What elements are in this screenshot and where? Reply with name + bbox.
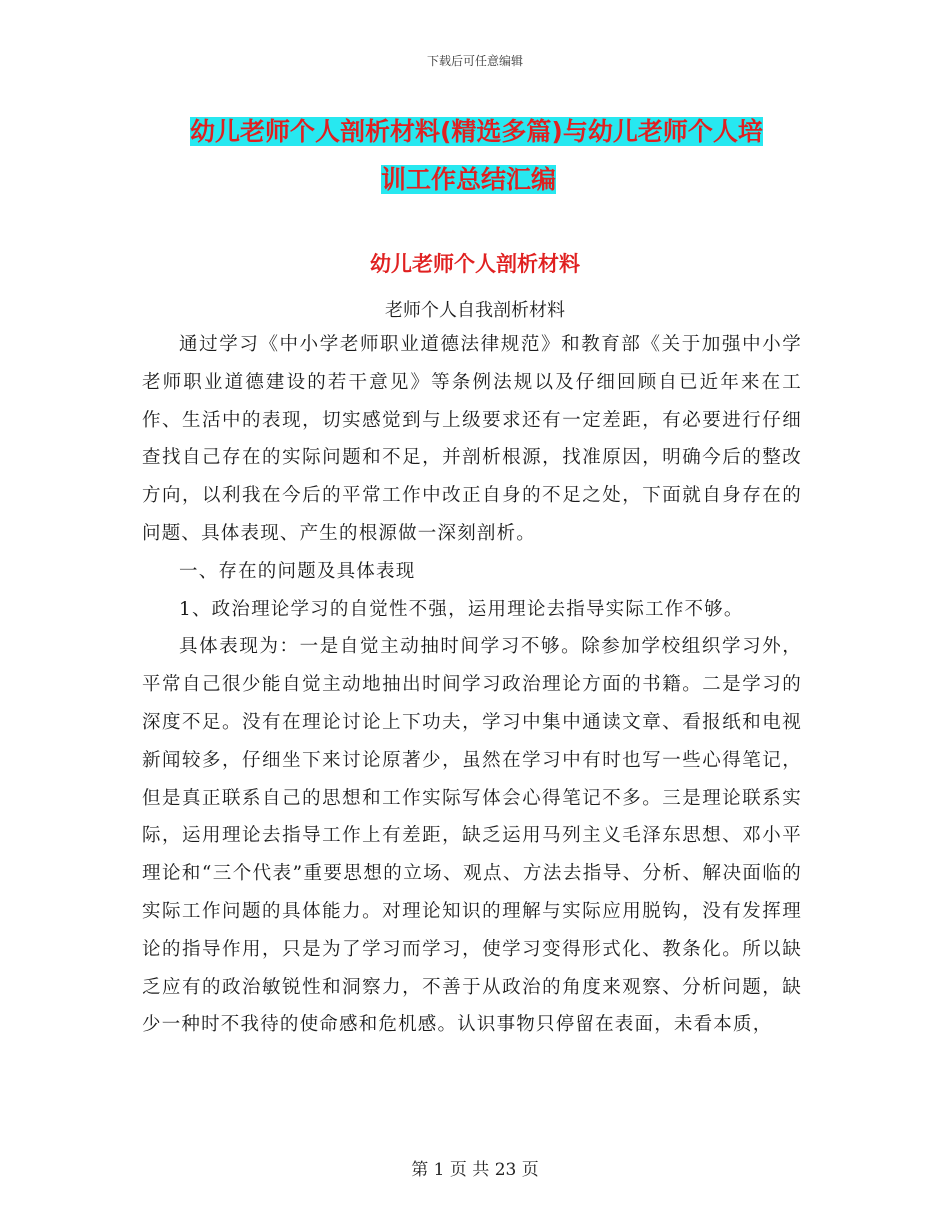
subtitle: 老师个人自我剖析材料 <box>385 300 565 321</box>
document-body <box>142 326 802 1044</box>
document-title-line-1: 幼儿老师个人剖析材料(精选多篇)与幼儿老师个人培 <box>190 117 763 146</box>
document-title <box>190 108 810 204</box>
paragraph-details: 具体表现为：一是自觉主动抽时间学习不够。除参加学校组织学习外，平常自己很少能自觉主动地抽出时间学习政治理论方面的书籍。二是学习的深度不足。没有在理论讨论上下功夫，学习中集中通读文章、看报纸和电视新闻较多，仔细坐下来讨论原著少，虽然在学习中有时也写一些心得笔记，但是真正联系自己的思想和工作实际写体会心得笔记不多。三是理论联系实际，运用理论去指导工作上有差距，缺乏运用马列主义毛泽东思想、邓小平理论和“三个代表”重要思想的立场、观点、方法去指导、分析、解决面临的实际工作问题的具体能力。对理论知识的理解与实际应用脱钩，没有发挥理论的指导作用，只是为了学习而学习，使学习变得形式化、教条化。所以缺乏应有的政治敏锐性和洞察力，不善于从政治的角度来观察、分析问题，缺少一种时不我待的使命感和危机感。认识事物只停留在表面，未看本质， <box>142 636 802 1036</box>
paragraph-intro: 通过学习《中小学老师职业道德法律规范》和教育部《关于加强中小学老师职业道德建设的若干意见》等条例法规以及仔细回顾自已近年来在工作、生活中的表现，切实感觉到与上级要求还有一定差距，有必要进行仔细查找自己存在的实际问题和不足，并剖析根源，找准原因，明确今后的整改方向，以利我在今后的平常工作中改正自身的不足之处，下面就自身存在的问题、具体表现、产生的根源做一深刻剖析。 <box>142 334 802 544</box>
page-footer: 第 1 页 共 23 页 <box>411 1160 539 1180</box>
document-title-line-2: 训工作总结汇编 <box>381 165 557 194</box>
heading-point-1: 1、政治理论学习的自觉性不强，运用理论去指导实际工作不够。 <box>179 598 744 620</box>
heading-problems: 一、存在的问题及具体表现 <box>179 560 416 582</box>
section-title: 幼儿老师个人剖析材料 <box>370 252 580 276</box>
header-note: 下载后可任意编辑 <box>426 54 523 68</box>
